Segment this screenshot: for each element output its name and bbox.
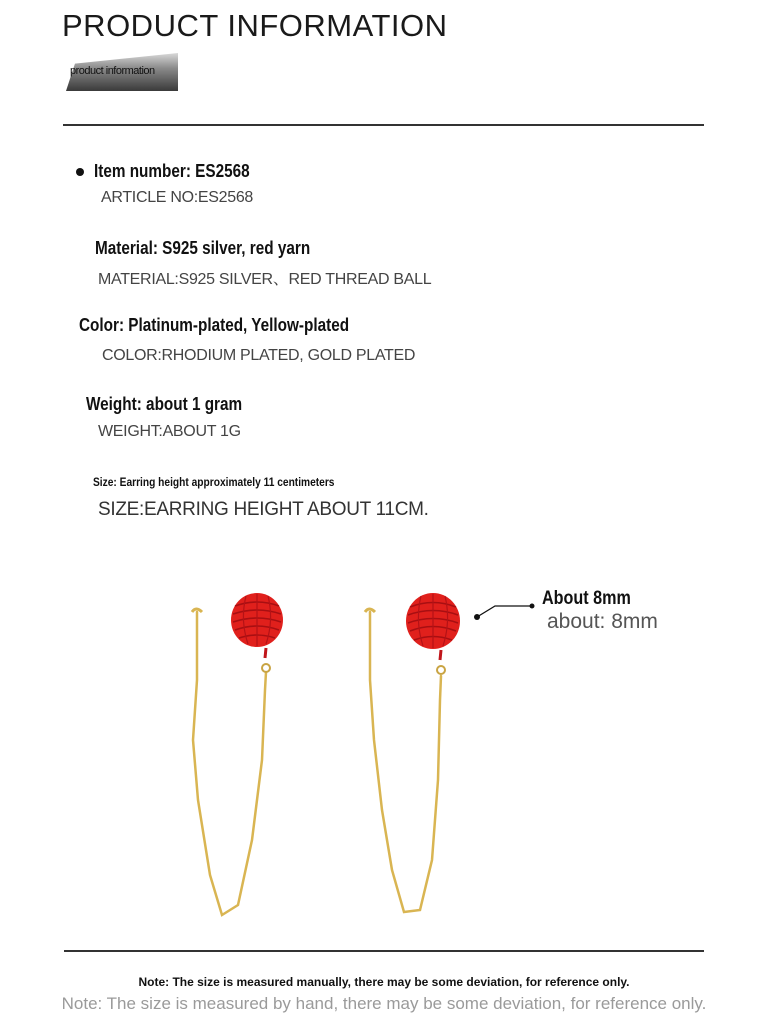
page-title: PRODUCT INFORMATION bbox=[62, 8, 448, 43]
bottom-divider bbox=[64, 950, 704, 952]
measurement-note-secondary: Note: The size is measured by hand, there may be some deviation, for reference only. bbox=[61, 994, 707, 1013]
item-number-value: ARTICLE NO:ES2568 bbox=[101, 189, 254, 206]
right-earring bbox=[365, 593, 460, 912]
weight-label: Weight: about 1 gram bbox=[86, 394, 243, 414]
size-value: SIZE:EARRING HEIGHT ABOUT 11CM. bbox=[98, 499, 429, 520]
color-value: COLOR:RHODIUM PLATED, GOLD PLATED bbox=[102, 347, 416, 364]
section-tag-label: product information bbox=[70, 65, 155, 77]
size-callout-pointer bbox=[474, 604, 535, 621]
item-number-label: Item number: ES2568 bbox=[94, 161, 250, 181]
size-label: Size: Earring height approximately 11 centimeters bbox=[93, 475, 335, 489]
right-knot bbox=[406, 593, 460, 649]
size-callout-label: About 8mm bbox=[542, 588, 631, 609]
weight-value: WEIGHT:ABOUT 1G bbox=[98, 423, 241, 440]
material-value: MATERIAL:S925 SILVER、RED THREAD BALL bbox=[98, 271, 432, 288]
size-callout-value: about: 8mm bbox=[547, 610, 658, 633]
color-label: Color: Platinum-plated, Yellow-plated bbox=[79, 315, 350, 335]
left-knot bbox=[231, 593, 283, 647]
measurement-note-primary: Note: The size is measured manually, there may be some deviation, for reference only. bbox=[138, 975, 630, 989]
left-earring bbox=[192, 593, 283, 915]
material-label: Material: S925 silver, red yarn bbox=[95, 238, 311, 258]
